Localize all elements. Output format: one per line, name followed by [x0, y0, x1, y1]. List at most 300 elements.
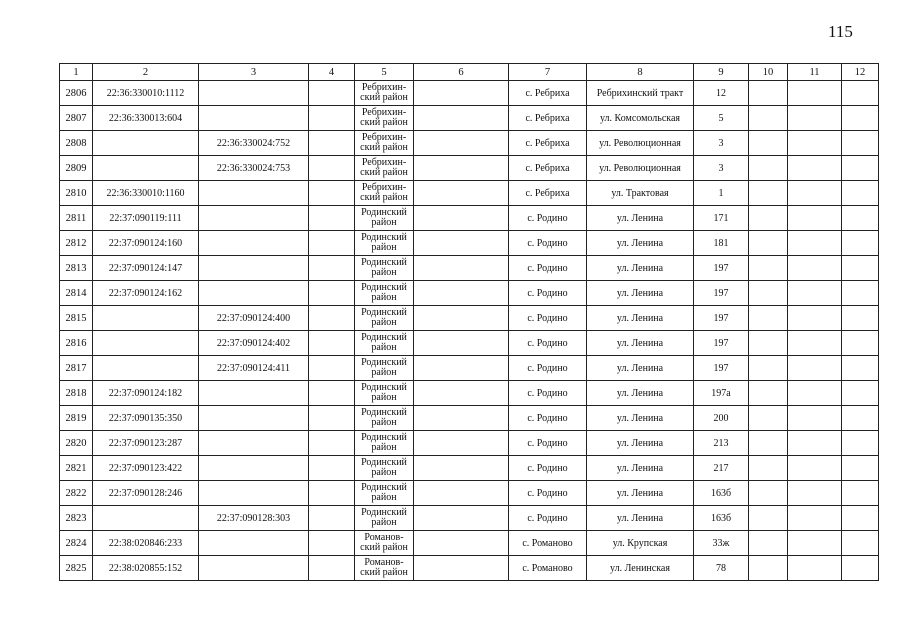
cadastral-number-alt	[199, 406, 309, 431]
cadastral-number	[93, 356, 199, 381]
house-number: 197	[694, 281, 749, 306]
row-number: 2806	[60, 81, 93, 106]
district	[355, 331, 414, 356]
cell-col10	[749, 156, 788, 181]
cell-col12	[842, 156, 879, 181]
cell-col12	[842, 556, 879, 581]
cell-col10	[749, 481, 788, 506]
district-line: ский район	[360, 542, 408, 553]
district-line: Родинский	[361, 432, 407, 443]
house-number: 3	[694, 156, 749, 181]
cadastral-number: 22:37:090123:287	[93, 431, 199, 456]
row-number: 2822	[60, 481, 93, 506]
cell-col6	[414, 181, 509, 206]
cell-col6	[414, 331, 509, 356]
district-line: Родинский	[361, 407, 407, 418]
cadastral-number: 22:37:090124:182	[93, 381, 199, 406]
row-number: 2813	[60, 256, 93, 281]
district-line: Ребрихин-	[361, 107, 407, 118]
cell-col10	[749, 81, 788, 106]
cell-col4	[309, 431, 355, 456]
cell-col12	[842, 306, 879, 331]
cadastral-number: 22:37:090124:147	[93, 256, 199, 281]
street: Ребрихинский тракт	[587, 81, 694, 106]
cell-col11	[788, 506, 842, 531]
district-line: ский район	[360, 192, 408, 203]
cell-col10	[749, 131, 788, 156]
cell-col4	[309, 231, 355, 256]
cell-col12	[842, 231, 879, 256]
row-number: 2807	[60, 106, 93, 131]
settlement: с. Родино	[509, 456, 587, 481]
district-line: район	[371, 217, 397, 228]
cadastral-number-alt	[199, 256, 309, 281]
cadastral-number-alt	[199, 106, 309, 131]
street: ул. Комсомольская	[587, 106, 694, 131]
cell-col12	[842, 406, 879, 431]
cell-col4	[309, 306, 355, 331]
column-number: 5	[355, 64, 414, 81]
district-line: Ребрихин-	[361, 132, 407, 143]
house-number: 12	[694, 81, 749, 106]
cadastral-number-alt: 22:37:090124:400	[199, 306, 309, 331]
cadastral-number-alt: 22:36:330024:753	[199, 156, 309, 181]
district-line: Родинский	[361, 357, 407, 368]
street: ул. Ленина	[587, 356, 694, 381]
settlement: с. Родино	[509, 331, 587, 356]
column-number: 9	[694, 64, 749, 81]
table-row	[60, 131, 879, 156]
cell-col11	[788, 156, 842, 181]
settlement: с. Родино	[509, 256, 587, 281]
cadastral-number	[93, 156, 199, 181]
cell-col12	[842, 281, 879, 306]
district	[355, 406, 414, 431]
district-line: район	[371, 292, 397, 303]
table-row	[60, 206, 879, 231]
house-number: 33ж	[694, 531, 749, 556]
cell-col12	[842, 106, 879, 131]
settlement: с. Ребриха	[509, 181, 587, 206]
cell-col10	[749, 206, 788, 231]
district	[355, 231, 414, 256]
row-number: 2810	[60, 181, 93, 206]
table-row	[60, 256, 879, 281]
settlement: с. Ребриха	[509, 131, 587, 156]
street: ул. Ленина	[587, 331, 694, 356]
cadastral-number: 22:36:330010:1112	[93, 81, 199, 106]
cell-col4	[309, 181, 355, 206]
cell-col10	[749, 306, 788, 331]
street: ул. Ленина	[587, 256, 694, 281]
district-line: Ребрихин-	[361, 157, 407, 168]
page-number: 115	[828, 22, 853, 41]
table-row	[60, 156, 879, 181]
street: ул. Революционная	[587, 156, 694, 181]
district-line: Романов-	[364, 532, 404, 543]
district-line: район	[371, 342, 397, 353]
cell-col6	[414, 206, 509, 231]
house-number: 1	[694, 181, 749, 206]
row-number: 2824	[60, 531, 93, 556]
cadastral-number: 22:37:090128:246	[93, 481, 199, 506]
district-line: район	[371, 367, 397, 378]
cadastral-number	[93, 306, 199, 331]
cell-col12	[842, 331, 879, 356]
cell-col10	[749, 456, 788, 481]
cadastral-number: 22:37:090123:422	[93, 456, 199, 481]
street: ул. Ленина	[587, 431, 694, 456]
settlement: с. Родино	[509, 406, 587, 431]
cell-col11	[788, 306, 842, 331]
column-number: 2	[93, 64, 199, 81]
cell-col11	[788, 106, 842, 131]
street: ул. Ленина	[587, 381, 694, 406]
cell-col10	[749, 356, 788, 381]
street: ул. Ленина	[587, 481, 694, 506]
cell-col6	[414, 306, 509, 331]
settlement: с. Родино	[509, 356, 587, 381]
column-number: 12	[842, 64, 879, 81]
district-line: район	[371, 442, 397, 453]
house-number: 171	[694, 206, 749, 231]
cell-col11	[788, 181, 842, 206]
row-number: 2808	[60, 131, 93, 156]
street: ул. Крупская	[587, 531, 694, 556]
cell-col11	[788, 556, 842, 581]
row-number: 2814	[60, 281, 93, 306]
cell-col11	[788, 481, 842, 506]
cell-col11	[788, 331, 842, 356]
district-line: ский район	[360, 167, 408, 178]
street: ул. Трактовая	[587, 181, 694, 206]
cell-col4	[309, 331, 355, 356]
cell-col11	[788, 256, 842, 281]
column-number-row	[60, 64, 879, 81]
district	[355, 506, 414, 531]
table-row	[60, 406, 879, 431]
district	[355, 106, 414, 131]
cadastral-number-alt	[199, 181, 309, 206]
cell-col11	[788, 231, 842, 256]
settlement: с. Родино	[509, 231, 587, 256]
district	[355, 381, 414, 406]
cadastral-number-alt	[199, 556, 309, 581]
cell-col4	[309, 456, 355, 481]
row-number: 2823	[60, 506, 93, 531]
column-number: 10	[749, 64, 788, 81]
district-line: Родинский	[361, 457, 407, 468]
cell-col11	[788, 81, 842, 106]
row-number: 2818	[60, 381, 93, 406]
cadastral-number: 22:37:090119:111	[93, 206, 199, 231]
cell-col4	[309, 131, 355, 156]
settlement: с. Родино	[509, 306, 587, 331]
district-line: район	[371, 492, 397, 503]
street: ул. Ленинская	[587, 556, 694, 581]
cell-col10	[749, 181, 788, 206]
district	[355, 281, 414, 306]
row-number: 2825	[60, 556, 93, 581]
street: ул. Ленина	[587, 231, 694, 256]
cell-col10	[749, 281, 788, 306]
cell-col12	[842, 506, 879, 531]
cell-col6	[414, 131, 509, 156]
settlement: с. Ребриха	[509, 106, 587, 131]
cadastral-number-alt: 22:36:330024:752	[199, 131, 309, 156]
district-line: ский район	[360, 92, 408, 103]
cell-col12	[842, 206, 879, 231]
district-line: ский район	[360, 117, 408, 128]
cell-col10	[749, 556, 788, 581]
cell-col10	[749, 431, 788, 456]
settlement: с. Романово	[509, 556, 587, 581]
settlement: с. Родино	[509, 281, 587, 306]
cell-col12	[842, 481, 879, 506]
district	[355, 481, 414, 506]
table-row	[60, 106, 879, 131]
cell-col10	[749, 531, 788, 556]
cell-col6	[414, 381, 509, 406]
cell-col4	[309, 206, 355, 231]
cell-col12	[842, 456, 879, 481]
cell-col6	[414, 431, 509, 456]
table-row	[60, 381, 879, 406]
district-line: Романов-	[364, 557, 404, 568]
house-number: 163б	[694, 506, 749, 531]
house-number: 197	[694, 306, 749, 331]
cell-col11	[788, 356, 842, 381]
district	[355, 556, 414, 581]
column-number: 3	[199, 64, 309, 81]
table-row	[60, 281, 879, 306]
cell-col10	[749, 331, 788, 356]
table-row	[60, 481, 879, 506]
cadastral-number-alt: 22:37:090124:411	[199, 356, 309, 381]
street: ул. Ленина	[587, 456, 694, 481]
district-line: Родинский	[361, 482, 407, 493]
cell-col11	[788, 531, 842, 556]
street: ул. Ленина	[587, 406, 694, 431]
cell-col6	[414, 531, 509, 556]
cadastral-number: 22:37:090124:162	[93, 281, 199, 306]
district	[355, 206, 414, 231]
district	[355, 81, 414, 106]
cadastral-number: 22:38:020855:152	[93, 556, 199, 581]
cell-col11	[788, 131, 842, 156]
cadastral-number-alt	[199, 281, 309, 306]
cadastral-number: 22:38:020846:233	[93, 531, 199, 556]
table-row	[60, 331, 879, 356]
district-line: район	[371, 392, 397, 403]
district-line: район	[371, 517, 397, 528]
cadastral-number: 22:37:090124:160	[93, 231, 199, 256]
cell-col4	[309, 506, 355, 531]
street: ул. Ленина	[587, 206, 694, 231]
row-number: 2821	[60, 456, 93, 481]
cell-col6	[414, 481, 509, 506]
row-number: 2817	[60, 356, 93, 381]
cell-col12	[842, 356, 879, 381]
cell-col4	[309, 481, 355, 506]
table-row	[60, 81, 879, 106]
cell-col12	[842, 131, 879, 156]
district	[355, 306, 414, 331]
district-line: ский район	[360, 142, 408, 153]
district-line: Родинский	[361, 507, 407, 518]
cell-col4	[309, 156, 355, 181]
column-number: 1	[60, 64, 93, 81]
street: ул. Революционная	[587, 131, 694, 156]
district-line: Родинский	[361, 382, 407, 393]
street: ул. Ленина	[587, 306, 694, 331]
cell-col6	[414, 81, 509, 106]
settlement: с. Родино	[509, 506, 587, 531]
cell-col10	[749, 506, 788, 531]
settlement: с. Родино	[509, 481, 587, 506]
cell-col4	[309, 106, 355, 131]
cell-col12	[842, 431, 879, 456]
cell-col6	[414, 281, 509, 306]
district-line: район	[371, 317, 397, 328]
cell-col11	[788, 406, 842, 431]
cell-col6	[414, 456, 509, 481]
cell-col10	[749, 106, 788, 131]
cadastral-number-alt: 22:37:090128:303	[199, 506, 309, 531]
district-line: Родинский	[361, 232, 407, 243]
settlement: с. Родино	[509, 431, 587, 456]
cell-col12	[842, 181, 879, 206]
district-line: Ребрихин-	[361, 182, 407, 193]
table-body	[60, 81, 879, 581]
cell-col12	[842, 81, 879, 106]
cell-col4	[309, 81, 355, 106]
cell-col6	[414, 156, 509, 181]
district	[355, 156, 414, 181]
cell-col4	[309, 256, 355, 281]
district	[355, 181, 414, 206]
register-table	[59, 63, 879, 581]
cadastral-number-alt	[199, 381, 309, 406]
settlement: с. Родино	[509, 381, 587, 406]
district	[355, 356, 414, 381]
cell-col4	[309, 556, 355, 581]
cadastral-number	[93, 331, 199, 356]
cadastral-number-alt: 22:37:090124:402	[199, 331, 309, 356]
district-line: Родинский	[361, 282, 407, 293]
settlement: с. Ребриха	[509, 81, 587, 106]
cell-col6	[414, 356, 509, 381]
cadastral-number	[93, 131, 199, 156]
cadastral-number-alt	[199, 431, 309, 456]
house-number: 217	[694, 456, 749, 481]
settlement: с. Романово	[509, 531, 587, 556]
cell-col6	[414, 556, 509, 581]
house-number: 78	[694, 556, 749, 581]
district-line: Родинский	[361, 307, 407, 318]
cell-col10	[749, 231, 788, 256]
cell-col6	[414, 406, 509, 431]
cell-col11	[788, 281, 842, 306]
row-number: 2815	[60, 306, 93, 331]
cell-col10	[749, 381, 788, 406]
cell-col10	[749, 256, 788, 281]
cell-col4	[309, 406, 355, 431]
house-number: 197	[694, 256, 749, 281]
district-line: ский район	[360, 567, 408, 578]
cadastral-number: 22:36:330010:1160	[93, 181, 199, 206]
street: ул. Ленина	[587, 506, 694, 531]
house-number: 197	[694, 331, 749, 356]
table-row	[60, 456, 879, 481]
district-line: район	[371, 417, 397, 428]
cadastral-number: 22:37:090135:350	[93, 406, 199, 431]
table-row	[60, 431, 879, 456]
district-line: Родинский	[361, 257, 407, 268]
cell-col11	[788, 206, 842, 231]
cell-col6	[414, 506, 509, 531]
district-line: Родинский	[361, 207, 407, 218]
column-number: 11	[788, 64, 842, 81]
table-row	[60, 356, 879, 381]
district	[355, 256, 414, 281]
cell-col12	[842, 381, 879, 406]
row-number: 2812	[60, 231, 93, 256]
cell-col6	[414, 106, 509, 131]
cell-col11	[788, 456, 842, 481]
cadastral-number-alt	[199, 231, 309, 256]
cell-col6	[414, 256, 509, 281]
column-number: 6	[414, 64, 509, 81]
column-number: 4	[309, 64, 355, 81]
table-row	[60, 531, 879, 556]
district-line: район	[371, 267, 397, 278]
cell-col4	[309, 281, 355, 306]
district-line: Родинский	[361, 332, 407, 343]
house-number: 3	[694, 131, 749, 156]
table-row	[60, 181, 879, 206]
cell-col4	[309, 381, 355, 406]
house-number: 163б	[694, 481, 749, 506]
house-number: 197а	[694, 381, 749, 406]
district	[355, 531, 414, 556]
table-row	[60, 306, 879, 331]
cadastral-number-alt	[199, 531, 309, 556]
cadastral-number-alt	[199, 81, 309, 106]
row-number: 2820	[60, 431, 93, 456]
row-number: 2819	[60, 406, 93, 431]
cadastral-number-alt	[199, 481, 309, 506]
cell-col10	[749, 406, 788, 431]
settlement: с. Ребриха	[509, 156, 587, 181]
street: ул. Ленина	[587, 281, 694, 306]
table-row	[60, 506, 879, 531]
district-line: район	[371, 242, 397, 253]
column-number: 8	[587, 64, 694, 81]
cadastral-number	[93, 506, 199, 531]
table-row	[60, 231, 879, 256]
cell-col11	[788, 381, 842, 406]
cell-col4	[309, 356, 355, 381]
house-number: 213	[694, 431, 749, 456]
cell-col12	[842, 256, 879, 281]
district-line: район	[371, 467, 397, 478]
cadastral-number-alt	[199, 206, 309, 231]
district-line: Ребрихин-	[361, 82, 407, 93]
house-number: 5	[694, 106, 749, 131]
cell-col11	[788, 431, 842, 456]
house-number: 197	[694, 356, 749, 381]
